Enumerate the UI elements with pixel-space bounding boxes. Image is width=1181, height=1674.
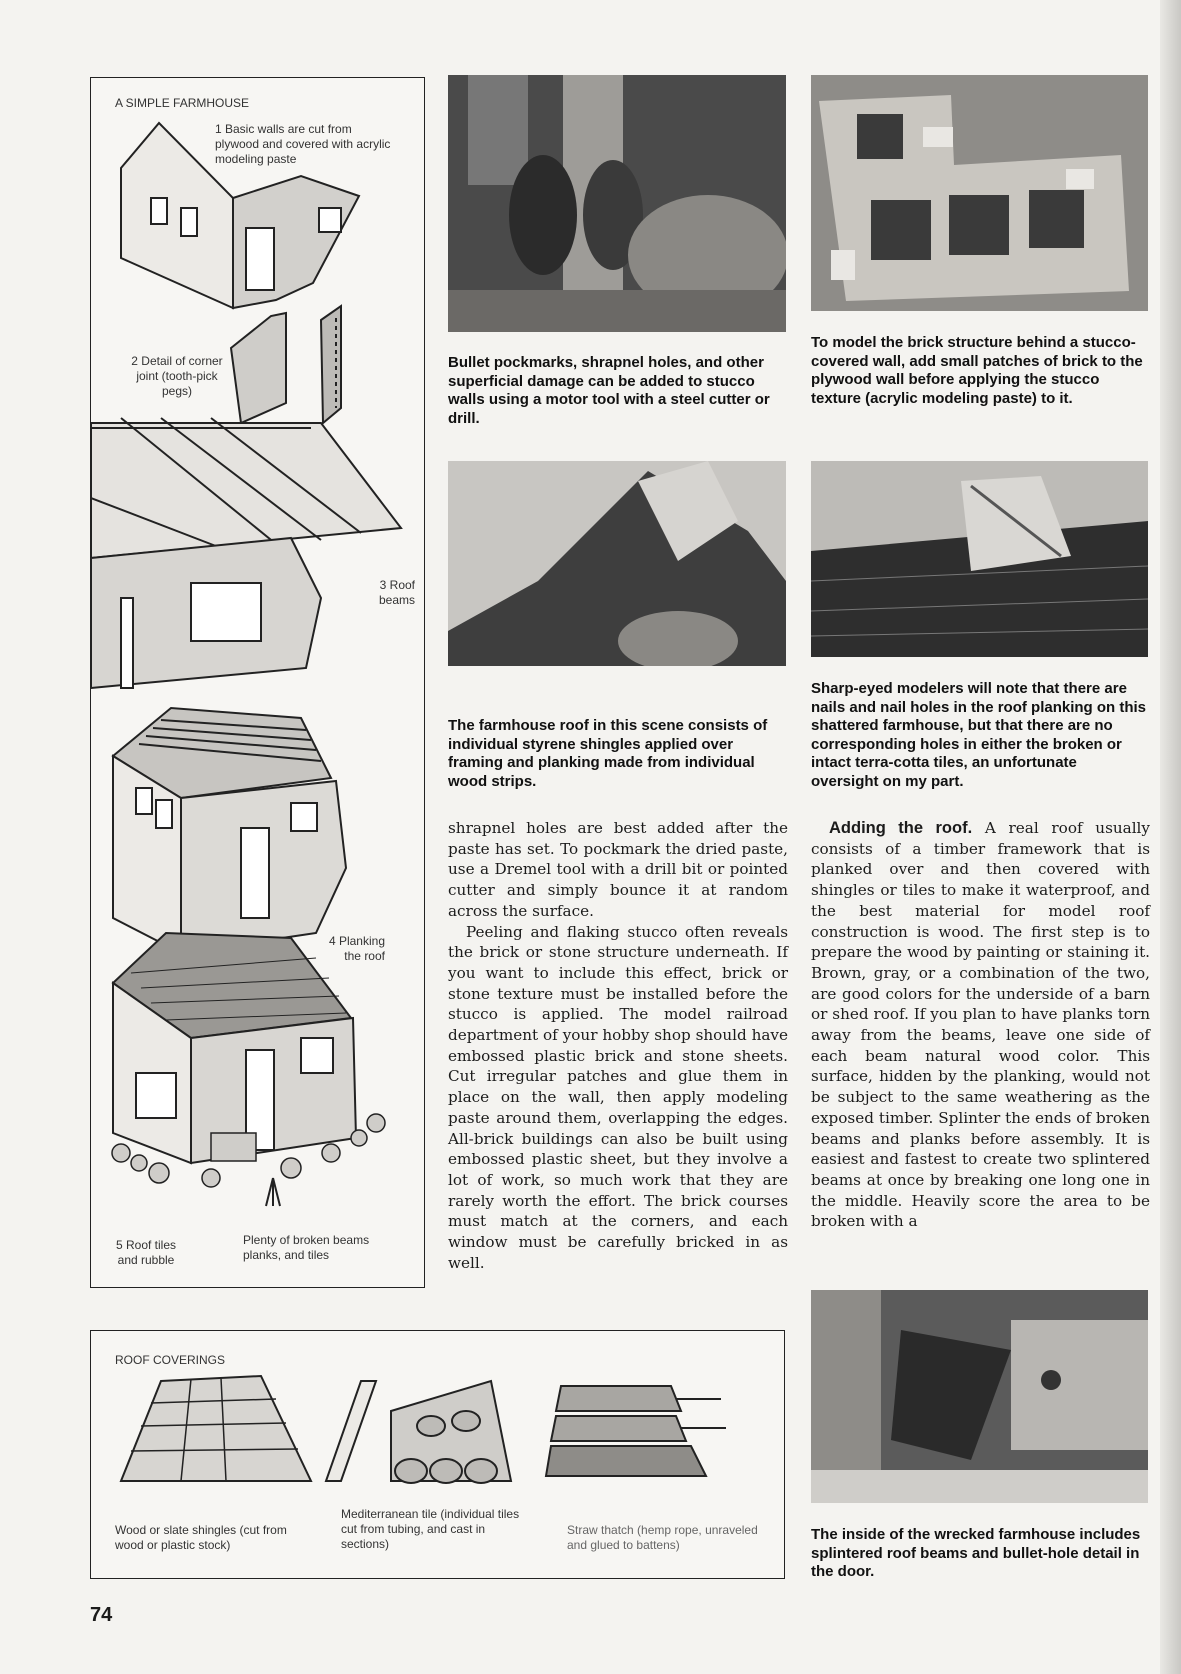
brick-caption: To model the brick structure behind a stucco-covered wall, add small patches of brick to the plywood wall before applying the stucco texture (acrylic modeling paste) to it. [811, 334, 1143, 407]
step4-label: 4 Planking the roof [328, 934, 385, 963]
article-col2-paragraph-1 [811, 818, 1150, 1232]
mediterranean-tile-label: Mediterranean tile (individual tiles cut from tubing, and cast in sections) [341, 1507, 520, 1551]
page-number: 74 [90, 1604, 113, 1626]
rubble-note: Plenty of broken beams planks, and tiles [243, 1233, 370, 1262]
step2-label: 2 Detail of corner joint (tooth-pick pegs) [131, 354, 223, 398]
roof-coverings-diagram [90, 1330, 785, 1579]
farmhouse-illustration [91, 78, 424, 1287]
straw-thatch-label: Straw thatch (hemp rope, unraveled and glued to battens) [567, 1523, 758, 1552]
article-col1-paragraph-1: shrapnel holes are best added after the paste has set. To pockmark the dried paste, use a Dremel tool with a drill bit or pointed cutter and simply bounce it at random across the surface. [448, 819, 788, 920]
article-col2-text: A real roof usually consists of a timber framework that is planked over and then covered with shingles or tiles to make it waterproof, and the best material for model roof construction is wood. The first step is to prepare the wood by painting or staining it. Brown, gray, or a combination of the two, are good colors for the underside of a barn or shed roof. If you plan to have planks torn away from the beams, leave one side of each beam natural wood color. This surface, hidden by the planking, would not be subject to the same weathering as the exposed timber. Splinter the ends of broken beams and planks before assembly. It is easiest and fastest to create two splintered beams at once by breaking one long one in the middle. Heavily score the area to be broken with a [811, 819, 1150, 1231]
farmhouse-diagram [90, 77, 425, 1288]
article-column-1 [448, 818, 788, 1273]
shingles-photo [448, 461, 786, 666]
brick-photo [811, 75, 1148, 311]
article-col1-paragraph-2: Peeling and flaking stucco often reveals the brick or stone structure underneath. If you want to include this effect, brick or stone texture must be installed before the stucco is applied. The model railroad department of your hobby shop should have embossed plastic brick and stone sheets. Cut irregular patches and glue them in place on the wall, then apply modeling paste around them, overlapping the edges. All-brick buildings can also be built using embossed plastic sheet, but they involve a lot of work, so much work that they are rarely worth the effort. The brick courses must match at the corners, and each window must be carefully bricked in as well. [448, 922, 788, 1272]
roof-coverings-title: ROOF COVERINGS [115, 1353, 226, 1367]
section-heading: Adding the roof. [829, 819, 973, 837]
article-column-2 [811, 818, 1150, 1232]
shingles-caption: The farmhouse roof in this scene consists of individual styrene shingles applied over framing and planking made from individual wood strips. [448, 717, 768, 790]
step1-label: 1 Basic walls are cut from plywood and covered with acrylic modeling paste [215, 122, 391, 166]
nails-caption: Sharp-eyed modelers will note that there are nails and nail holes in the roof planking on this shattered farmhouse, but that there are no corresponding holes in either the broken or intact terra-cotta tiles, an unfortunate oversight on my part. [811, 680, 1147, 790]
step3-label: 3 Roof beams [378, 578, 415, 607]
interior-photo [811, 1290, 1148, 1503]
wood-shingles-label: Wood or slate shingles (cut from wood or plastic stock) [115, 1523, 287, 1552]
nails-photo [811, 461, 1148, 657]
pockmarks-caption: Bullet pockmarks, shrapnel holes, and other superficial damage can be added to stucco walls using a motor tool with a steel cutter or drill. [448, 354, 770, 427]
step5-label: 5 Roof tiles and rubble [115, 1238, 177, 1267]
page-edge [1160, 0, 1181, 1674]
interior-caption: The inside of the wrecked farmhouse includes splintered roof beams and bullet-hole detail in the door. [811, 1526, 1141, 1580]
pockmarks-photo [448, 75, 786, 332]
farmhouse-diagram-title: A SIMPLE FARMHOUSE [115, 96, 250, 110]
